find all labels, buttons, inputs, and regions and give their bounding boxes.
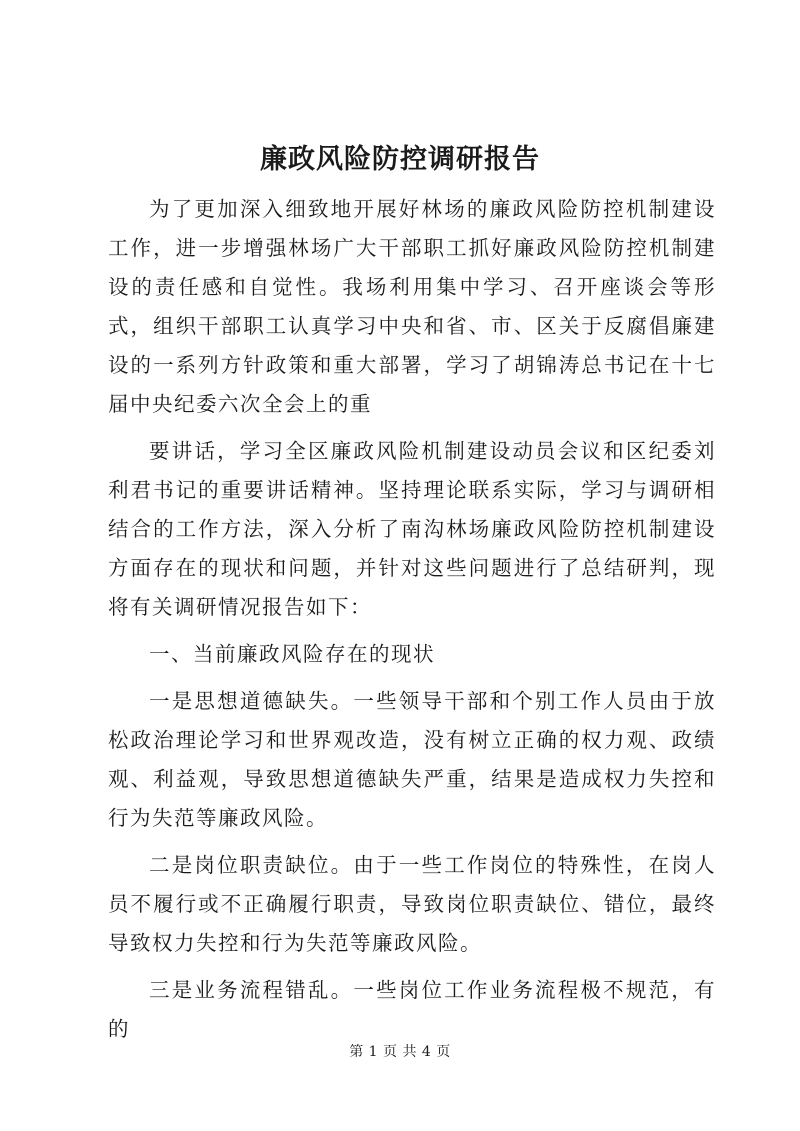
section-heading-current-status: 一、当前廉政风险存在的现状 bbox=[149, 642, 435, 666]
paragraph-moral-deficiency: 一是思想道德缺失。一些领导干部和个别工作人员由于放松政治理论学习和世界观改造，没有树立正确的权力观、政绩观、利益观，导致思想道德缺失严重，结果是造成权力失控和行为失范等廉政风险。 bbox=[108, 689, 716, 830]
document-title: 廉政风险防控调研报告 bbox=[260, 144, 540, 175]
document-body bbox=[108, 190, 716, 1057]
paragraph-speech: 要讲话，学习全区廉政风险机制建设动员会议和区纪委刘利君书记的重要讲话精神。坚持理论联系实际，学习与调研相结合的工作方法，深入分析了南沟林场廉政风险防控机制建设方面存在的现状和问题，并针对这些问题进行了总结研判，现将有关调研情况报告如下： bbox=[108, 439, 716, 619]
paragraph-intro: 为了更加深入细致地开展好林场的廉政风险防控机制建设工作，进一步增强林场广大干部职工抓好廉政风险防控机制建设的责任感和自觉性。我场利用集中学习、召开座谈会等形式，组织干部职工认真学习中央和省、市、区关于反腐倡廉建设的一系列方针政策和重大部署，学习了胡锦涛总书记在十七届中央纪委六次全会上的重 bbox=[108, 197, 716, 416]
paragraph-duty-absence: 二是岗位职责缺位。由于一些工作岗位的特殊性，在岗人员不履行或不正确履行职责，导致岗位职责缺位、错位，最终导致权力失控和行为失范等廉政风险。 bbox=[108, 853, 716, 955]
paragraph-process-disorder: 三是业务流程错乱。一些岗位工作业务流程极不规范，有的 bbox=[108, 978, 716, 1041]
page-number-footer: 第 1 页 共 4 页 bbox=[349, 1044, 451, 1060]
